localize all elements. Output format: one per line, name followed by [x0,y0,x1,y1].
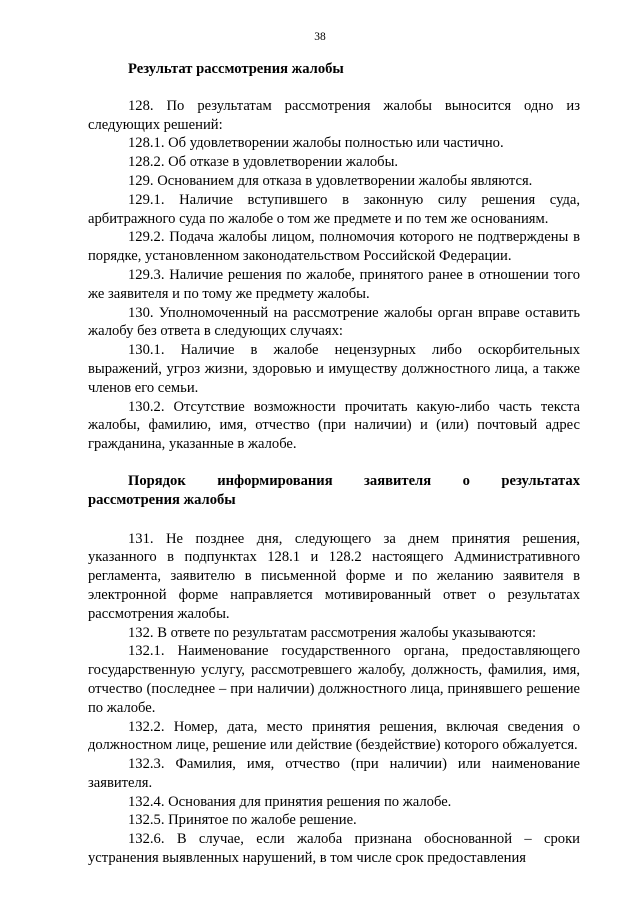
section-heading-line-2: рассмотрения жалобы [88,491,236,508]
paragraph-129-3: 129.3. Наличие решения по жалобе, принятого ранее в отношении того же заявителя и по тому же предмету жалобы. [88,266,580,302]
paragraph-131: 131. Не позднее дня, следующего за днем принятия решения, указанного в подпунктах 128.1 и 128.2 настоящего Административного регламента, заявителю в письменной форме и по желанию заявителя в электронной форме направляется мотивированный ответ о результатах рассмотрения жалобы. [88,530,580,622]
paragraph-132-2: 132.2. Номер, дата, место принятия решения, включая сведения о должностном лице, решение или действие (бездействие) которого обжалуется. [88,718,580,754]
section-heading-informing-applicant [88,472,580,510]
paragraph-132-6: 132.6. В случае, если жалоба признана обоснованной – сроки устранения выявленных нарушений, в том числе срок предоставления [88,831,580,867]
section-heading-line-1: Порядок информирования заявителя о результатах [128,472,580,489]
paragraph-132-3: 132.3. Фамилия, имя, отчество (при наличии) или наименование заявителя. [88,756,580,791]
paragraph-128-1: 128.1. Об удовлетворении жалобы полностью или частично. [128,135,504,152]
page-number: 38 [314,31,326,43]
paragraph-128: 128. По результатам рассмотрения жалобы выносится одно из следующих решений: [88,97,580,133]
paragraph-132-5: 132.5. Принятое по жалобе решение. [128,812,357,829]
page-content [88,60,580,868]
paragraph-129-1: 129.1. Наличие вступившего в законную силу решения суда, арбитражного суда по жалобе о том же предмете и по тем же основаниям. [88,191,580,227]
section-complaint-result-body [88,97,580,454]
paragraph-128-2: 128.2. Об отказе в удовлетворении жалобы. [128,154,399,171]
section-informing-applicant-body [88,530,580,868]
paragraph-130-1: 130.1. Наличие в жалобе нецензурных либо оскорбительных выражений, угроз жизни, здоровью и имуществу должностного лица, а также членов его семьи. [88,342,580,396]
paragraph-130: 130. Уполномоченный на рассмотрение жалобы орган вправе оставить жалобу без ответа в следующих случаях: [88,304,580,340]
paragraph-132-1: 132.1. Наименование государственного органа, предоставляющего государственную услугу, рассмотревшего жалобу, должность, фамилия, имя, отчество (последнее – при наличии) должностного лица, принявшего решение по жалобе. [88,643,580,716]
paragraph-130-2: 130.2. Отсутствие возможности прочитать какую-либо часть текста жалобы, фамилию, имя, отчество (при наличии) и (или) почтовый адрес гражданина, указанные в жалобе. [88,398,580,453]
paragraph-132: 132. В ответе по результатам рассмотрения жалобы указываются: [128,624,537,641]
paragraph-132-4: 132.4. Основания для принятия решения по жалобе. [128,793,452,810]
section-heading-complaint-result: Результат рассмотрения жалобы [128,61,344,77]
paragraph-129: 129. Основанием для отказа в удовлетворении жалобы являются. [128,172,533,189]
paragraph-129-2: 129.2. Подача жалобы лицом, полномочия которого не подтверждены в порядке, установленном законодательством Российской Федерации. [88,229,580,265]
